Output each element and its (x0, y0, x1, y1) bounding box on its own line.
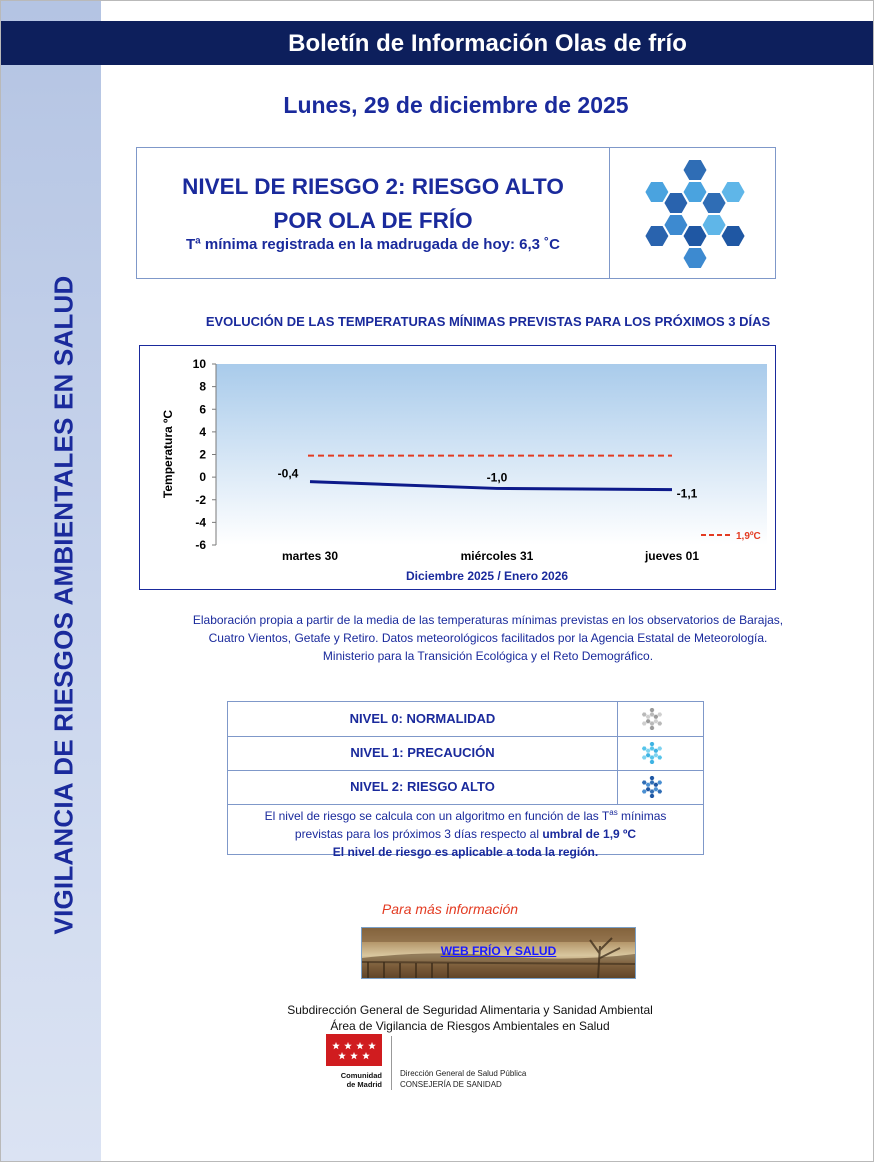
flake-inner-hex (646, 749, 651, 753)
web-frio-salud-link[interactable]: WEB FRÍO Y SALUD (440, 944, 557, 958)
flake-outer-hex (645, 226, 668, 246)
source-note-line: Elaboración propia a partir de la media de las temperaturas mínimas previstas en los observatorios de Barajas, (192, 613, 784, 627)
star-icon (356, 1042, 364, 1049)
y-tick-label: 4 (199, 424, 206, 439)
levels-note-line1: El nivel de riesgo se calcula con un algoritmo en función de las $T^{as}$ mínimas (264, 808, 667, 823)
flake-inner-hex (650, 712, 655, 716)
footer-subdirection (102, 1002, 838, 1034)
more-info-label: Para más información (381, 901, 519, 917)
risk-level-title-line1: NIVEL DE RIESGO 2: RIESGO ALTO (182, 174, 564, 199)
sidebar-title: VIGILANCIA DE RIESGOS AMBIENTALES EN SALUD (48, 275, 79, 935)
legend-threshold-label: 1,9ºC (736, 531, 761, 542)
data-label: -0,4 (277, 466, 299, 481)
star-icon (338, 1052, 346, 1059)
level-divider (617, 736, 618, 770)
flake-outer-hex (642, 755, 647, 759)
flake-inner-hex (650, 780, 655, 784)
flake-inner-hex (664, 193, 687, 213)
y-tick-label: 10 (192, 357, 206, 371)
flake-outer-hex (650, 708, 655, 712)
y-axis-title: Temperatura ºC (161, 409, 175, 499)
level-label: NIVEL 1: PRECAUCIÓN (350, 745, 495, 760)
flake-inner-hex (650, 789, 655, 793)
y-axis (193, 357, 216, 552)
footer-line: Área de Vigilancia de Riesgos Ambientales en Salud (330, 1019, 610, 1033)
stars-icon (326, 1034, 382, 1066)
footer-line: Subdirección General de Seguridad Alimentaria y Sanidad Ambiental (287, 1003, 653, 1017)
star-icon (332, 1042, 340, 1049)
web-frio-salud-banner[interactable] (361, 927, 636, 979)
flake-outer-hex (657, 755, 662, 759)
levels-note (228, 804, 703, 861)
star-icon (362, 1052, 370, 1059)
source-note-line: Cuatro Vientos, Getafe y Retiro. Datos meteorológicos facilitados por la Agencia Estatal de Meteorología. (208, 631, 768, 645)
level-divider (617, 702, 618, 736)
flake-outer-hex (650, 742, 655, 746)
flake-inner-hex (646, 753, 651, 757)
snowflake-icon (636, 156, 754, 272)
flake-outer-hex (657, 780, 662, 784)
flake-inner-hex (646, 719, 651, 723)
x-axis-title: Diciembre 2025 / Enero 2026 (405, 569, 569, 583)
flake-outer-hex (642, 780, 647, 784)
flake-inner-hex (650, 746, 655, 750)
page-title: Boletín de Información Olas de frío (288, 30, 687, 57)
flake-inner-hex (664, 215, 687, 235)
flake-inner-hex (654, 753, 659, 757)
flake-outer-hex (657, 712, 662, 716)
level-row-0 (228, 702, 703, 737)
flake-outer-hex (642, 789, 647, 793)
min-temperature-text: Tª mínima registrada en la madrugada de hoy: 6,3 ˚C (186, 236, 560, 253)
x-tick-label: miércoles 31 (460, 549, 534, 563)
x-tick-label: martes 30 (281, 549, 339, 563)
flake-outer-hex (657, 746, 662, 750)
chart-heading: EVOLUCIÓN DE LAS TEMPERATURAS MÍNIMAS PREVISTAS PARA LOS PRÓXIMOS 3 DÍAS (205, 314, 771, 329)
flake-outer-hex (722, 226, 745, 246)
flake-outer-hex (645, 182, 668, 202)
snowflake-lightblue-icon (640, 741, 664, 765)
logo-divider (391, 1036, 392, 1090)
flake-inner-hex (703, 215, 726, 235)
levels-note-line3: El nivel de riesgo es aplicable a toda la región. (332, 845, 599, 859)
y-tick-label: 8 (199, 379, 206, 394)
data-label: -1,0 (486, 470, 508, 485)
risk-level-title (137, 170, 609, 238)
y-tick-label: -6 (195, 538, 206, 552)
flake-inner-hex (654, 783, 659, 787)
flake-outer-hex (650, 760, 655, 764)
star-icon (344, 1042, 352, 1049)
y-tick-label: -2 (195, 492, 206, 507)
x-tick-label: jueves 01 (644, 549, 700, 563)
flake-inner-hex (646, 715, 651, 719)
plot-area (216, 364, 767, 545)
flake-inner-hex (650, 721, 655, 725)
flake-inner-hex (654, 749, 659, 753)
flake-inner-hex (684, 182, 707, 202)
flake-outer-hex (657, 789, 662, 793)
flake-outer-hex (642, 721, 647, 725)
flake-outer-hex (642, 746, 647, 750)
flake-inner-hex (684, 226, 707, 246)
flake-outer-hex (722, 182, 745, 202)
flake-inner-hex (646, 783, 651, 787)
data-label: -1,1 (676, 486, 698, 501)
y-tick-label: -4 (195, 515, 206, 530)
flake-outer-hex (650, 794, 655, 798)
level-row-1 (228, 736, 703, 771)
flake-inner-hex (646, 787, 651, 791)
flake-outer-hex (684, 248, 707, 268)
y-tick-label: 2 (199, 447, 206, 462)
x-axis (282, 549, 699, 563)
flake-outer-hex (657, 721, 662, 725)
risk-box-divider (609, 147, 610, 279)
flake-outer-hex (684, 160, 707, 180)
temperature-chart (140, 346, 775, 589)
star-icon (350, 1052, 358, 1059)
department-name: Dirección General de Salud Pública CONSEJERÍA DE SANIDAD (400, 1069, 527, 1089)
flake-outer-hex (650, 776, 655, 780)
flake-inner-hex (650, 755, 655, 759)
level-label: NIVEL 2: RIESGO ALTO (350, 779, 495, 794)
flake-inner-hex (654, 719, 659, 723)
bulletin-date: Lunes, 29 de diciembre de 2025 (283, 92, 629, 118)
y-tick-label: 6 (199, 402, 206, 417)
flake-inner-hex (654, 787, 659, 791)
level-divider (617, 770, 618, 804)
source-note (102, 611, 874, 665)
snowflake-grey-icon (640, 707, 664, 731)
snowflake-blue-icon (640, 775, 664, 799)
logo-caption: Comunidad de Madrid (340, 1071, 382, 1089)
flake-inner-hex (654, 715, 659, 719)
level-row-2 (228, 770, 703, 805)
risk-level-title-line2: POR OLA DE FRÍO (273, 208, 473, 233)
source-note-line: Ministerio para la Transición Ecológica y el Reto Demográfico. (322, 649, 654, 663)
risk-levels-table (227, 701, 704, 859)
flake-outer-hex (642, 712, 647, 716)
y-tick-label: 0 (199, 470, 206, 485)
flake-outer-hex (650, 726, 655, 730)
flake-inner-hex (703, 193, 726, 213)
comunidad-madrid-logo (326, 1034, 382, 1066)
level-label: NIVEL 0: NORMALIDAD (349, 711, 496, 726)
star-icon (368, 1042, 376, 1049)
levels-note-line2: previstas para los próximos 3 días respecto al umbral de 1,9 ºC (294, 827, 637, 841)
